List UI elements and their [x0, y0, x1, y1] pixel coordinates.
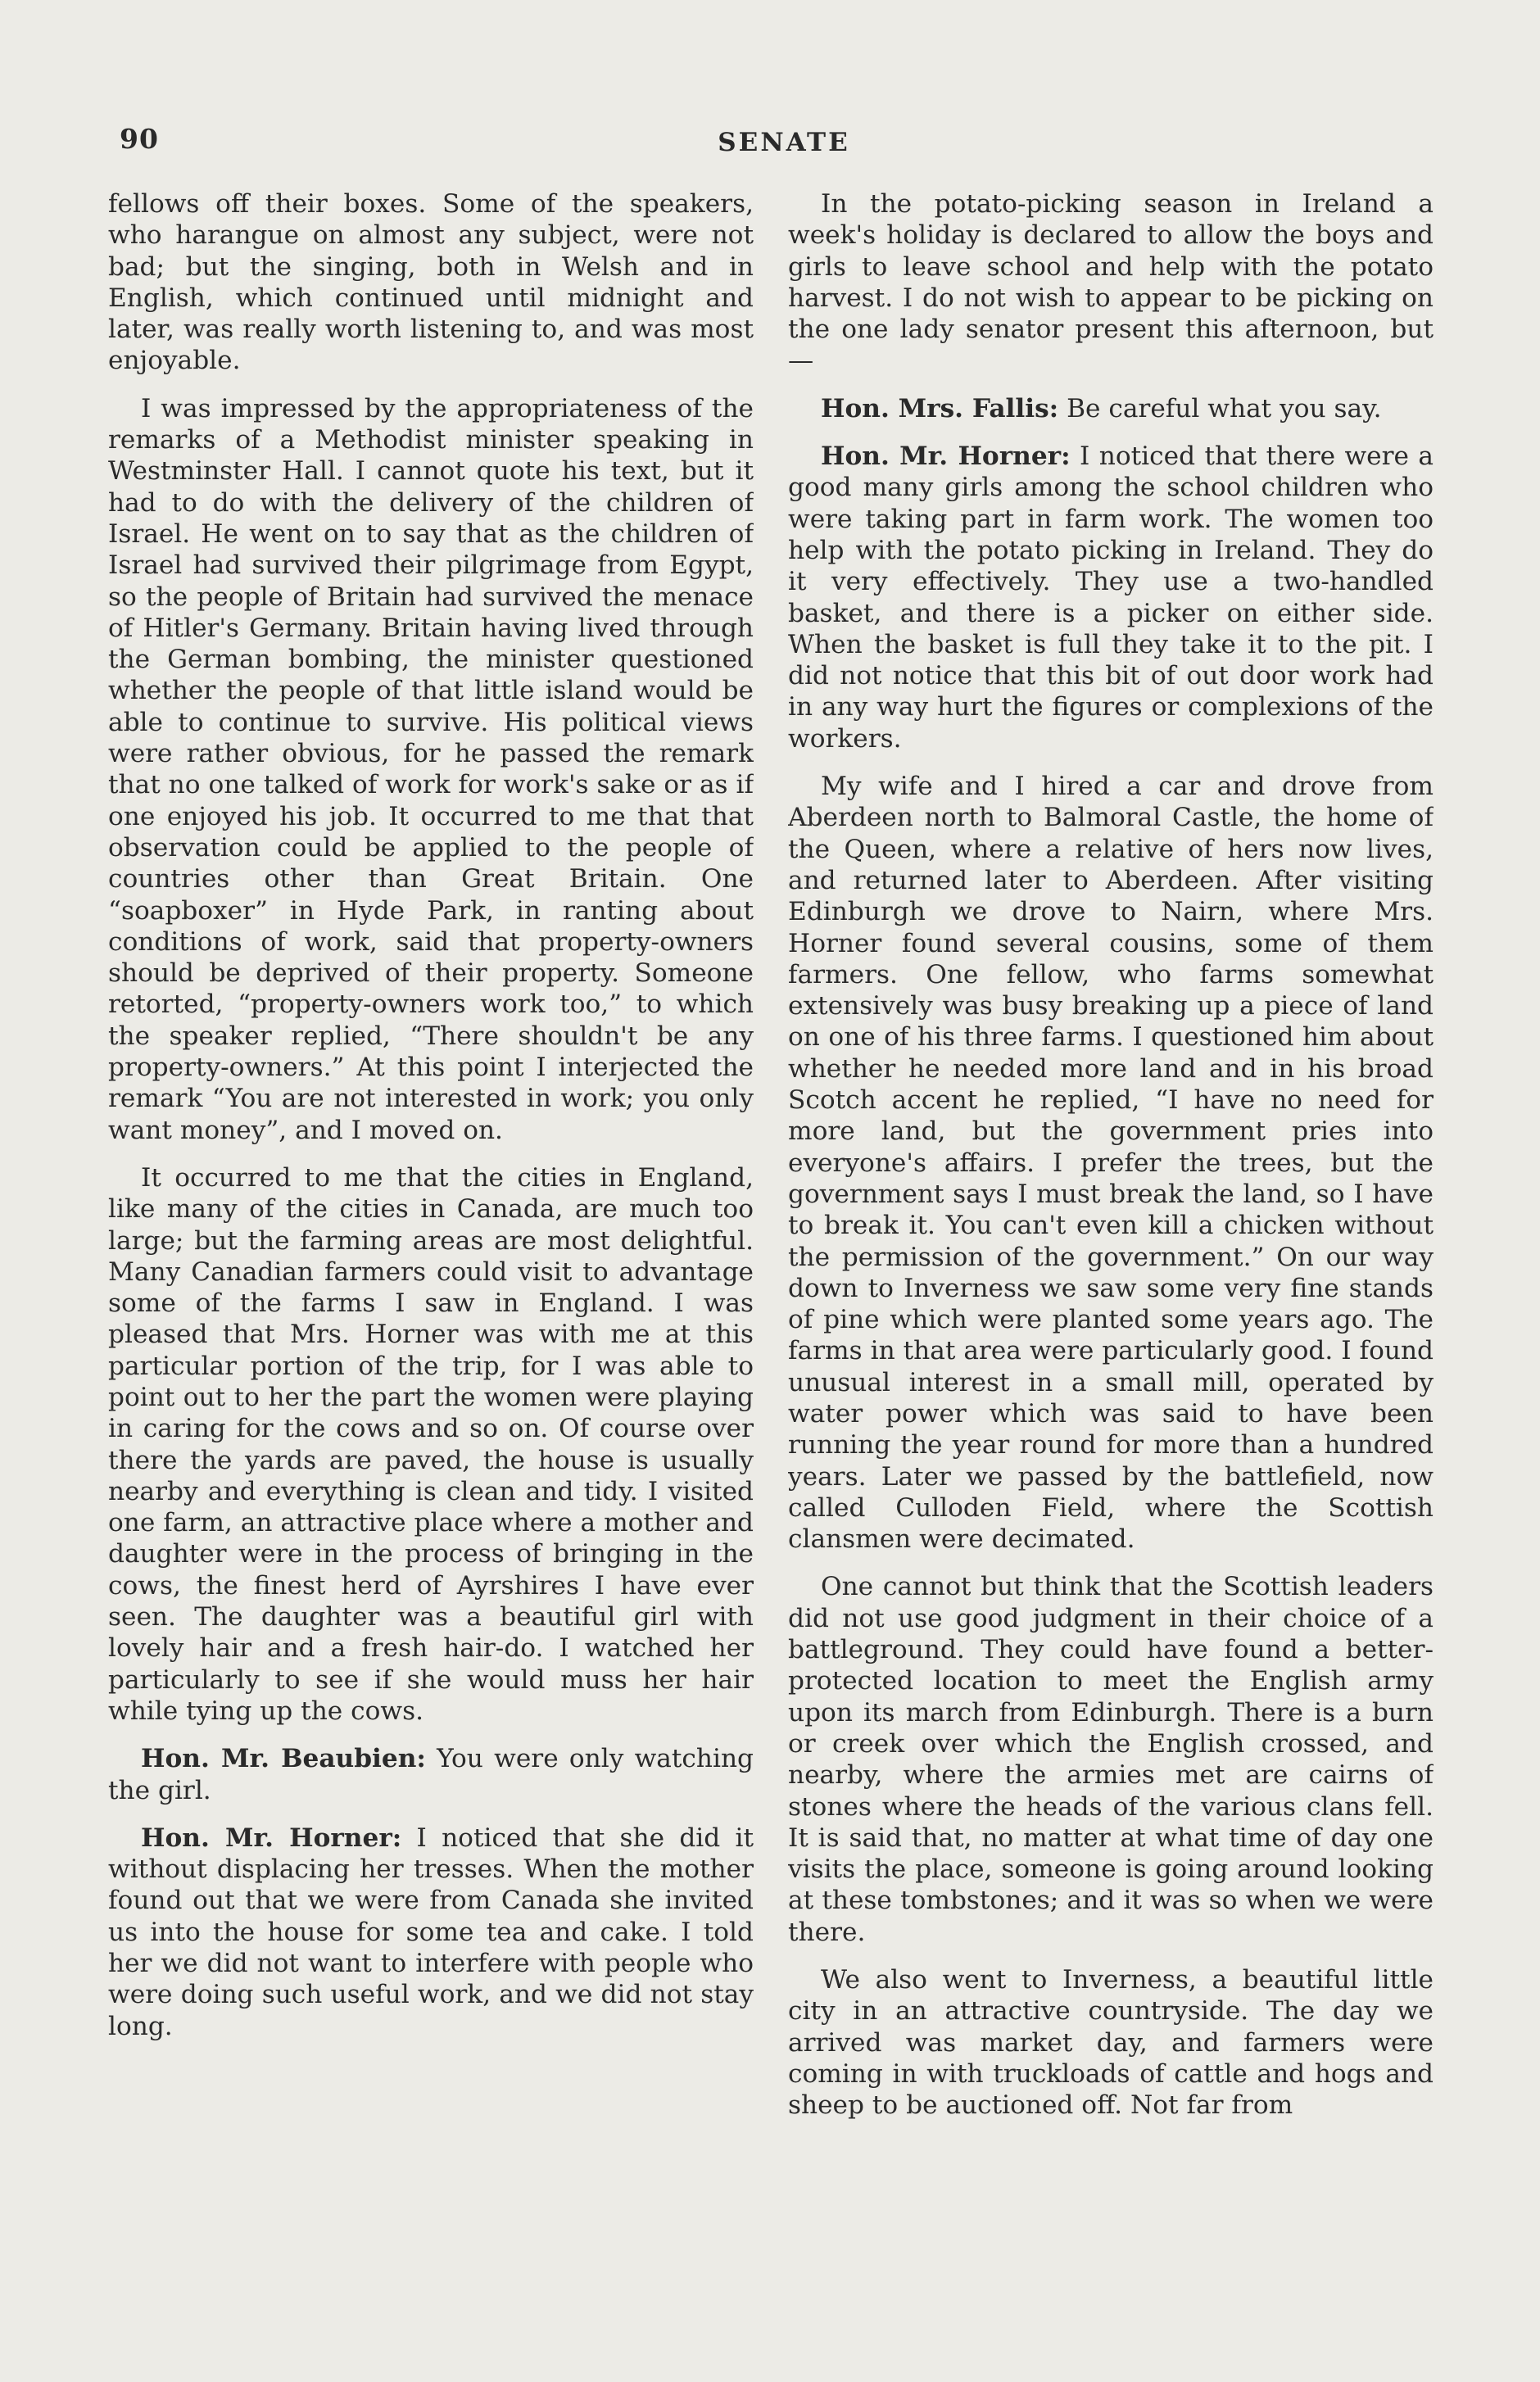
page-header [108, 120, 1460, 161]
speech-text: I noticed that she did it without displacing her tresses. When the mother found out that we were from Canada she invited us into the house for some tea and cake. I told her we did not want to interfere with people who were doing such useful work, and we did not stay long. [108, 1823, 754, 2041]
paragraph: I was impressed by the appropriateness of the remarks of a Methodist minister speaking in Westminster Hall. I cannot quote his text, but it had to do with the delivery of the children of Israel. He went on to say that as the children of Israel had survived their pilgrimage from Egypt, so the people of Britain had survived the menace of Hitler's Germany. Britain having lived through the German bombing, the minister questioned whether the people of that little island would be able to continue to survive. His political views were rather obvious, for he passed the remark that no one talked of work for work's sake or as if one enjoyed his job. It occurred to me that that observation could be applied to the people of countries other than Great Britain. One “soapboxer” in Hyde Park, in ranting about conditions of work, said that property-owners should be deprived of their property. Someone retorted, “property-owners work too,” to which the speaker replied, “There shouldn't be any property-owners.” At this point I interjected the remark “You are not interested in work; you only want money”, and I moved on. [108, 393, 754, 1145]
speech-paragraph [788, 393, 1434, 424]
speech-text: Be careful what you say. [1058, 393, 1382, 423]
speech-text: You were only watching the girl. [108, 1744, 754, 1805]
right-column [788, 188, 1434, 2236]
paragraph: It occurred to me that the cities in England, like many of the cities in Canada, are much too large; but the farming areas are most delightful. Many Canadian farmers could visit to advantage some of the farms I saw in England. I was pleased that Mrs. Horner was with me at this particular portion of the trip, for I was able to point out to her the part the women were playing in caring for the cows and so on. Of course over there the yards are paved, the house is usually nearby and everything is clean and tidy. I visited one farm, an attractive place where a mother and daughter were in the process of bringing in the cows, the finest herd of Ayrshires I have ever seen. The daughter was a beautiful girl with lovely hair and a fresh hair-do. I watched her particularly to see if she would muss her hair while tying up the cows. [108, 1162, 754, 1726]
speaker-name: Hon. Mrs. Fallis: [821, 393, 1059, 423]
paragraph: fellows off their boxes. Some of the speakers, who harangue on almost any subject, were not bad; but the singing, both in Welsh and in English, which continued until midnight and later, was really worth listening to, and was most enjoyable. [108, 189, 754, 376]
page-number: 90 [120, 123, 159, 155]
speaker-name: Hon. Mr. Horner: [821, 442, 1071, 472]
speaker-name: Hon. Mr. Horner: [141, 1823, 402, 1853]
paragraph: In the potato-picking season in Ireland a week's holiday is declared to allow the boys and girls to leave school and help with the potato harvest. I do not wish to appear to be picking on the one lady senator present this afternoon, but— [788, 189, 1434, 376]
speech-paragraph [108, 1743, 754, 1806]
paragraph: One cannot but think that the Scottish leaders did not use good judgment in their choice of a battleground. They could have found a better-protected location to meet the English army upon its march from Edinburgh. There is a burn or creek over which the English crossed, and nearby, where the armies met are cairns of stones where the heads of the various clans fell. It is said that, no matter at what time of day one visits the place, someone is going around looking at these tombstones; and it was so when we were there. [788, 1572, 1434, 1947]
paragraph: My wife and I hired a car and drove from Aberdeen north to Balmoral Castle, the home of the Queen, where a relative of hers now lives, and returned later to Aberdeen. After visiting Edinburgh we drove to Nairn, where Mrs. Horner found several cousins, some of them farmers. One fellow, who farms somewhat extensively was busy breaking up a piece of land on one of his three farms. I questioned him about whether he needed more land and in his broad Scotch accent he replied, “I have no need for more land, but the government pries into everyone's affairs. I prefer the trees, but the government says I must break the land, so I have to break it. You can't even kill a chicken without the permission of the government.” On our way down to Inverness we saw some very fine stands of pine which were planted some years ago. The farms in that area were particularly good. I found unusual interest in a small mill, operated by water power which was said to have been running the year round for more than a hundred years. Later we passed by the battlefield, now called Culloden Field, where the Scottish clansmen were decimated. [788, 772, 1434, 1555]
speech-text: I noticed that there were a good many girls among the school children who were taking part in farm work. The women too help with the potato picking in Ireland. They do it very effectively. They use a two-handled basket, and there is a picker on either side. When the basket is full they take it to the pit. I did not notice that this bit of out door work had in any way hurt the figures or complexions of the workers. [788, 442, 1434, 754]
speech-paragraph [788, 441, 1434, 754]
running-title: SENATE [718, 128, 850, 157]
paragraph: We also went to Inverness, a beautiful little city in an attractive countryside. The day we arrived was market day, and farmers were coming in with truckloads of cattle and hogs and sheep to be auctioned off. Not far from [788, 1965, 1434, 2121]
speaker-name: Hon. Mr. Beaubien: [141, 1744, 426, 1774]
left-column [108, 188, 754, 2236]
speech-paragraph [108, 1823, 754, 2042]
